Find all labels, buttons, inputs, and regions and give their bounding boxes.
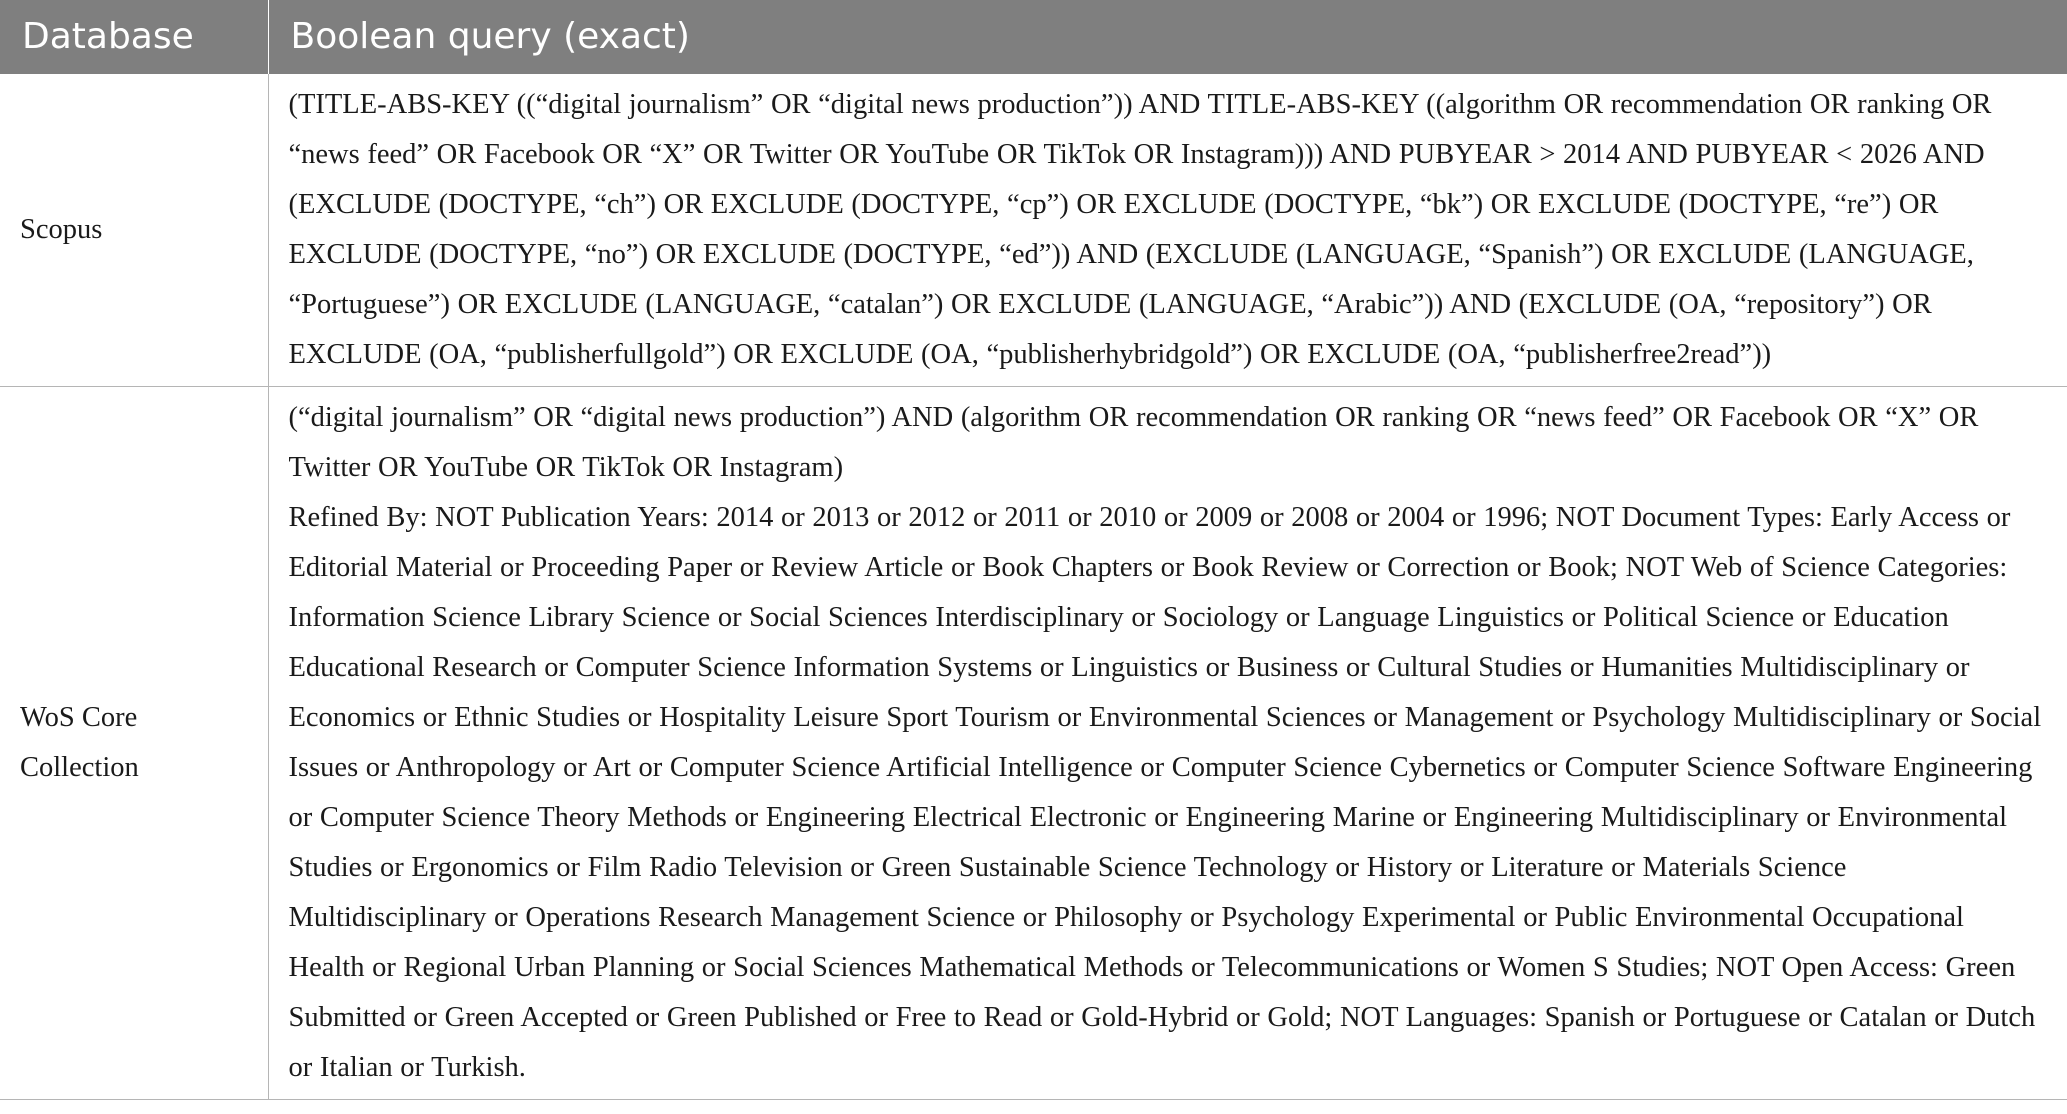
- query-text: (TITLE-ABS-KEY ((“digital journalism” OR “digital news production”)) AND TITLE-ABS-KEY ((algorithm OR recommendation OR ranking OR “news feed” OR Facebook OR “X” OR Twitter OR YouTube OR TikTok OR Instagram))) AND PUBYEAR > 2014 AND PUBYEAR < 2026 AND (EXCLUDE (DOCTYPE, “ch”) OR EXCLUDE (DOCTYPE, “cp”) OR EXCLUDE (DOCTYPE, “bk”) OR EXCLUDE (DOCTYPE, “re”) OR EXCLUDE (DOCTYPE, “no”) OR EXCLUDE (DOCTYPE, “ed”)) AND (EXCLUDE (LANGUAGE, “Spanish”) OR EXCLUDE (LANGUAGE, “Portuguese”) OR EXCLUDE (LANGUAGE, “catalan”) OR EXCLUDE (LANGUAGE, “Arabic”)) AND (EXCLUDE (OA, “repository”) OR EXCLUDE (OA, “publisherfullgold”) OR EXCLUDE (OA, “publisherhybridgold”) OR EXCLUDE (OA, “publisherfree2read”)): [288, 89, 1992, 370]
- table-header: [0, 0, 2067, 74]
- query-cell-scopus: [268, 74, 2067, 387]
- table-body: [0, 74, 2067, 1100]
- table-row: [0, 74, 2067, 387]
- database-cell-scopus: Scopus: [0, 74, 268, 387]
- header-row: [0, 0, 2067, 74]
- header-database: Database: [0, 0, 268, 74]
- header-query: Boolean query (exact): [290, 16, 690, 57]
- table-row: [0, 387, 2067, 1100]
- database-cell-wos: WoS Core Collection: [0, 387, 268, 1100]
- refined-by-text: Refined By: NOT Publication Years: 2014 or 2013 or 2012 or 2011 or 2010 or 2009 or 2008 or 2004 or 1996; NOT Document Types: Early Access or Editorial Material or Proceeding Paper or Review Article or Book Chapters or Book Review or Correction or Book; NOT Web of Science Categories: Information Science Library Science or Social Sciences Interdisciplinary or Sociology or Language Linguistics or Political Science or Education Educational Research or Computer Science Information Systems or Linguistics or Business or Cultural Studies or Humanities Multidisciplinary or Economics or Ethnic Studies or Hospitality Leisure Sport Tourism or Environmental Sciences or Management or Psychology Multidisciplinary or Social Issues or Anthropology or Art or Computer Science Artificial Intelligence or Computer Science Cybernetics or Computer Science Software Engineering or Computer Science Theory Methods or Engineering Electrical Electronic or Engineering Marine or Engineering Multidisciplinary or Environmental Studies or Ergonomics or Film Radio Television or Green Sustainable Science Technology or History or Literature or Materials Science Multidisciplinary or Operations Research Management Science or Philosophy or Psychology Experimental or Public Environmental Occupational Health or Regional Urban Planning or Social Sciences Mathematical Methods or Telecommunications or Women S Studies; NOT Open Access: Green Submitted or Green Accepted or Green Published or Free to Read or Gold-Hybrid or Gold; NOT Languages: Spanish or Portuguese or Catalan or Dutch or Italian or Turkish.: [288, 502, 2042, 1083]
- query-cell-wos: [268, 387, 2067, 1100]
- query-text: (“digital journalism” OR “digital news production”) AND (algorithm OR recommendation OR ranking OR “news feed” OR Facebook OR “X” OR Twitter OR YouTube OR TikTok OR Instagram): [288, 402, 1979, 483]
